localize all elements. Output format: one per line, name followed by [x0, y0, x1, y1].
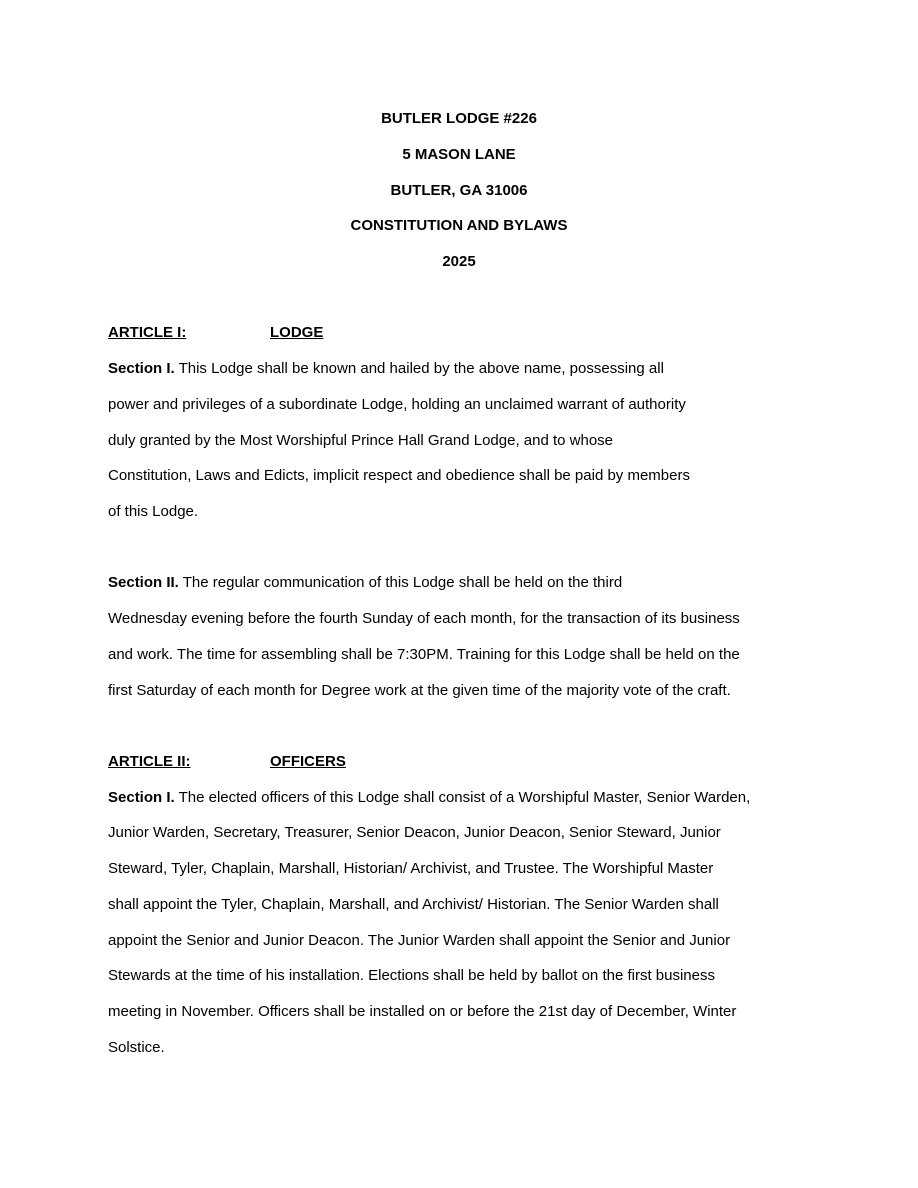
- article-2-section-1-line-1: Section I. The elected officers of this Lodge shall consist of a Worshipful Master, Senior Warden,: [108, 789, 751, 806]
- article-1-section-2-line-4: first Saturday of each month for Degree work at the given time of the majority vote of the craft.: [108, 682, 731, 699]
- article-1-section-1-line-4: Constitution, Laws and Edicts, implicit respect and obedience shall be paid by members: [108, 467, 690, 484]
- article-1-section-2-line-2: Wednesday evening before the fourth Sunday of each month, for the transaction of its business: [108, 610, 740, 627]
- section-label: Section I.: [108, 789, 175, 806]
- article-2-title: OFFICERS: [270, 753, 346, 770]
- lodge-name: BUTLER LODGE #226: [381, 110, 537, 127]
- document-year: 2025: [442, 253, 476, 270]
- article-2-heading: [108, 752, 346, 772]
- article-2-section-1-line-7: meeting in November. Officers shall be installed on or before the 21st day of December, Winter: [108, 1003, 737, 1020]
- lodge-city: BUTLER, GA 31006: [390, 182, 528, 199]
- article-2-section-1-line-4: shall appoint the Tyler, Chaplain, Marshall, and Archivist/ Historian. The Senior Warden shall: [108, 896, 719, 913]
- lodge-street: 5 MASON LANE: [402, 146, 516, 163]
- article-1-label: ARTICLE I:: [108, 324, 187, 341]
- article-1-section-1-line-5: of this Lodge.: [108, 503, 199, 520]
- section-label: Section II.: [108, 574, 179, 591]
- article-1-section-1-line-1: Section I. This Lodge shall be known and hailed by the above name, possessing all: [108, 360, 664, 377]
- article-1-title: LODGE: [270, 324, 324, 341]
- article-1-heading: [108, 323, 323, 343]
- article-1-section-2-line-1: Section II. The regular communication of this Lodge shall be held on the third: [108, 574, 623, 591]
- article-2-section-1-line-3: Steward, Tyler, Chaplain, Marshall, Historian/ Archivist, and Trustee. The Worshipful Master: [108, 860, 714, 877]
- document-title: CONSTITUTION AND BYLAWS: [350, 217, 568, 234]
- article-1-section-1-line-3: duly granted by the Most Worshipful Prince Hall Grand Lodge, and to whose: [108, 432, 614, 449]
- article-2-section-1-line-8: Solstice.: [108, 1039, 165, 1056]
- article-2-label: ARTICLE II:: [108, 753, 191, 770]
- article-1-section-2-line-3: and work. The time for assembling shall be 7:30PM. Training for this Lodge shall be held on the: [108, 646, 740, 663]
- section-label: Section I.: [108, 360, 175, 377]
- article-1-section-1-line-2: power and privileges of a subordinate Lodge, holding an unclaimed warrant of authority: [108, 396, 686, 413]
- article-2-section-1-line-6: Stewards at the time of his installation. Elections shall be held by ballot on the first business: [108, 967, 715, 984]
- article-2-section-1-line-5: appoint the Senior and Junior Deacon. The Junior Warden shall appoint the Senior and Junior: [108, 932, 731, 949]
- article-2-section-1-line-2: Junior Warden, Secretary, Treasurer, Senior Deacon, Junior Deacon, Senior Steward, Junior: [108, 824, 721, 841]
